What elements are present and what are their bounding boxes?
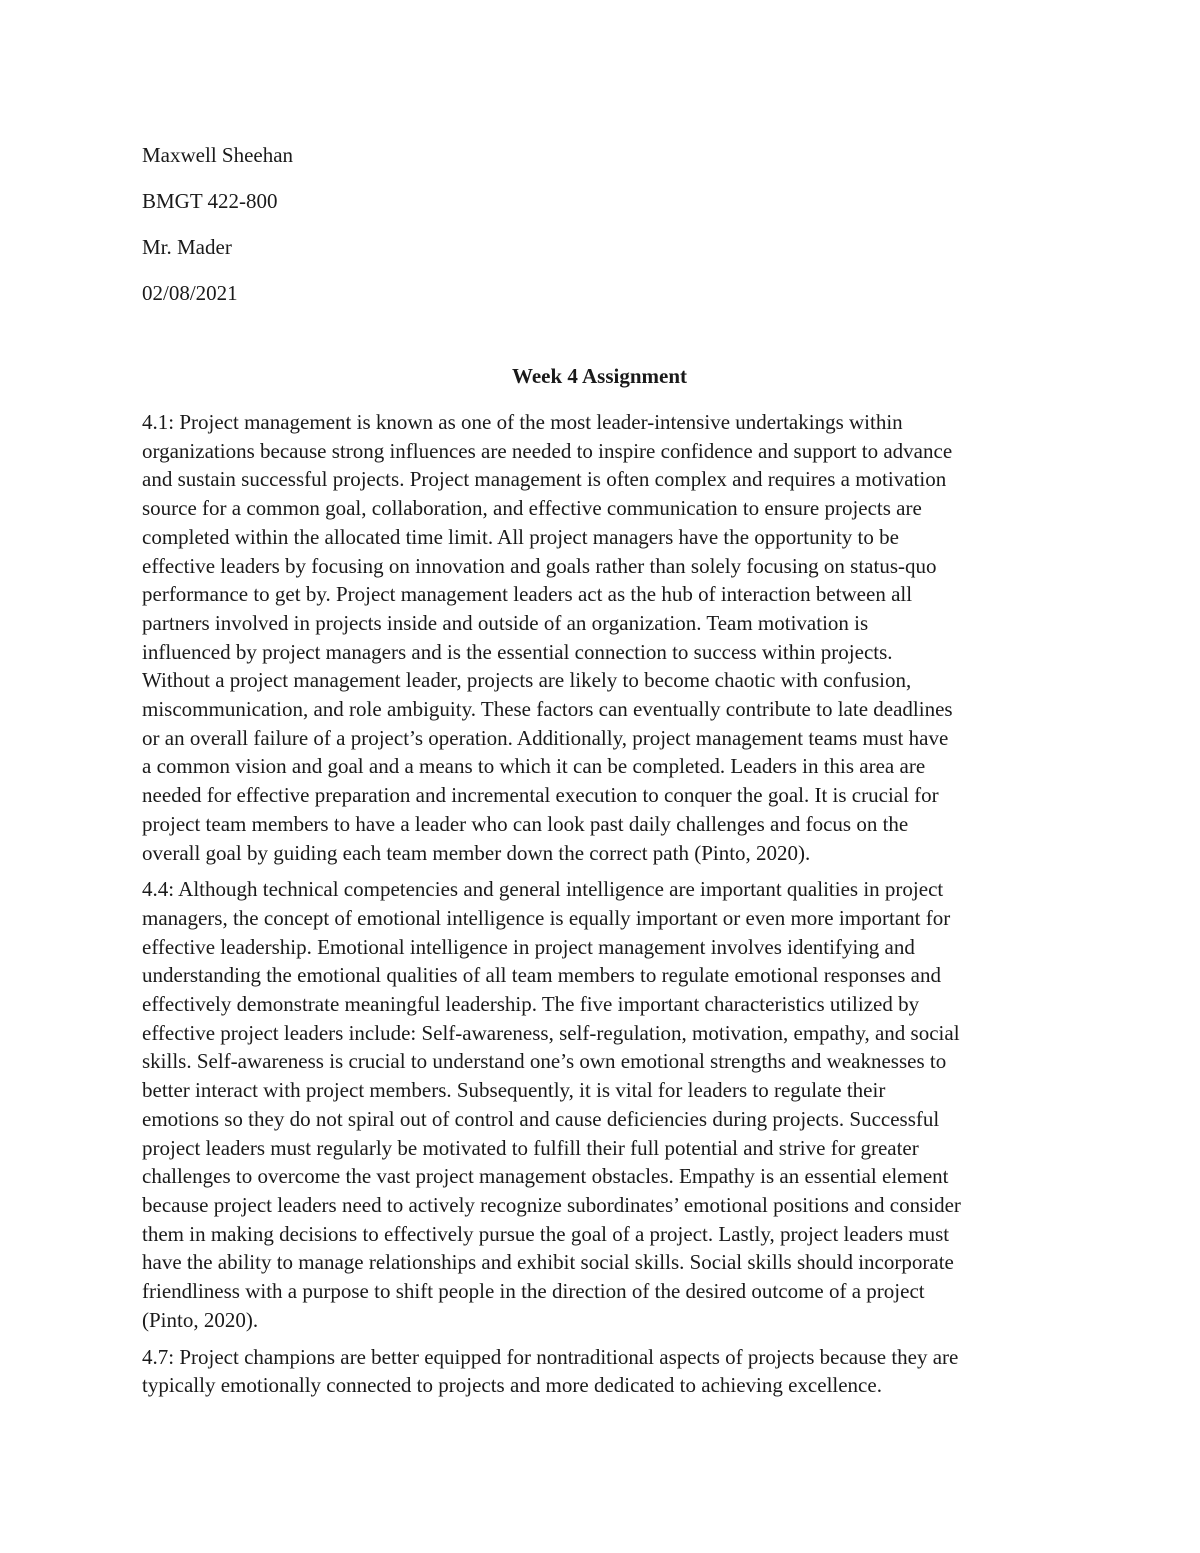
paragraph-line: influenced by project managers and is the essential connection to success within projects. [142, 639, 893, 664]
paragraph-line: effective leadership. Emotional intelligence in project management involves identifying and [142, 934, 915, 959]
paragraph-line: understanding the emotional qualities of all team members to regulate emotional responses and [142, 963, 941, 988]
paragraph-line: typically emotionally connected to projects and more dedicated to achieving excellence. [142, 1373, 882, 1398]
instructor-name: Mr. Mader [142, 235, 232, 259]
paragraph-line: effectively demonstrate meaningful leadership. The five important characteristics utilized by [142, 992, 920, 1017]
body-paragraph [142, 875, 1072, 1334]
paragraph-line: and sustain successful projects. Project management is often complex and requires a motivation [142, 467, 947, 492]
paragraph-line: them in making decisions to effectively pursue the goal of a project. Lastly, project leaders must [142, 1221, 950, 1246]
paragraph-line: friendliness with a purpose to shift people in the direction of the desired outcome of a project [142, 1279, 925, 1304]
paragraph-line: partners involved in projects inside and outside of an organization. Team motivation is [142, 610, 869, 635]
paragraph-line: 4.1: Project management is known as one of the most leader-intensive undertakings within [142, 410, 903, 434]
course-code: BMGT 422-800 [142, 189, 278, 213]
paragraph-line: because project leaders need to actively recognize subordinates’ emotional positions and consider [142, 1192, 961, 1217]
paragraph-line: have the ability to manage relationships and exhibit social skills. Social skills should incorporate [142, 1250, 954, 1275]
paragraph-line: emotions so they do not spiral out of control and cause deficiencies during projects. Successful [142, 1106, 940, 1131]
assignment-date: 02/08/2021 [142, 281, 238, 305]
paragraph-line: better interact with project members. Subsequently, it is vital for leaders to regulate their [142, 1078, 886, 1103]
paragraph-line: 4.4: Although technical competencies and general intelligence are important qualities in project [142, 877, 944, 902]
paragraph-line: project leaders must regularly be motivated to fulfill their full potential and strive for greater [142, 1135, 919, 1160]
paragraph-line: completed within the allocated time limit. All project managers have the opportunity to be [142, 524, 899, 549]
paragraph-line: needed for effective preparation and incremental execution to conquer the goal. It is crucial for [142, 783, 939, 808]
paragraph-line: miscommunication, and role ambiguity. These factors can eventually contribute to late deadlines [142, 697, 953, 722]
paragraph-line: effective leaders by focusing on innovation and goals rather than solely focusing on status-quo [142, 553, 937, 578]
body-paragraph [142, 1343, 1072, 1400]
document-body [142, 408, 1072, 1408]
paragraph-line: skills. Self-awareness is crucial to understand one’s own emotional strengths and weaknesses to [142, 1049, 947, 1074]
paragraph-line: organizations because strong influences are needed to inspire confidence and support to advance [142, 438, 953, 463]
paragraph-line: or an overall failure of a project’s operation. Additionally, project management teams must have [142, 725, 949, 750]
body-paragraph [142, 408, 1072, 867]
author-name: Maxwell Sheehan [142, 143, 294, 167]
paragraph-line: effective project leaders include: Self-awareness, self-regulation, motivation, empathy, and social [142, 1020, 960, 1045]
document-title: Week 4 Assignment [511, 364, 687, 388]
paragraph-line: source for a common goal, collaboration, and effective communication to ensure projects are [142, 496, 922, 521]
paragraph-line: performance to get by. Project management leaders act as the hub of interaction between all [142, 582, 913, 607]
paragraph-line: overall goal by guiding each team member down the correct path (Pinto, 2020). [142, 840, 811, 865]
paragraph-line: project team members to have a leader who can look past daily challenges and focus on the [142, 811, 909, 836]
paragraph-line: challenges to overcome the vast project management obstacles. Empathy is an essential element [142, 1164, 949, 1189]
paragraph-line: managers, the concept of emotional intelligence is equally important or even more important for [142, 905, 951, 930]
paragraph-line: 4.7: Project champions are better equipped for nontraditional aspects of projects because they are [142, 1344, 959, 1369]
document-header [142, 141, 1062, 325]
paragraph-line: (Pinto, 2020). [142, 1307, 259, 1332]
paragraph-line: Without a project management leader, projects are likely to become chaotic with confusion, [142, 668, 912, 693]
paragraph-line: a common vision and goal and a means to which it can be completed. Leaders in this area are [142, 754, 926, 779]
